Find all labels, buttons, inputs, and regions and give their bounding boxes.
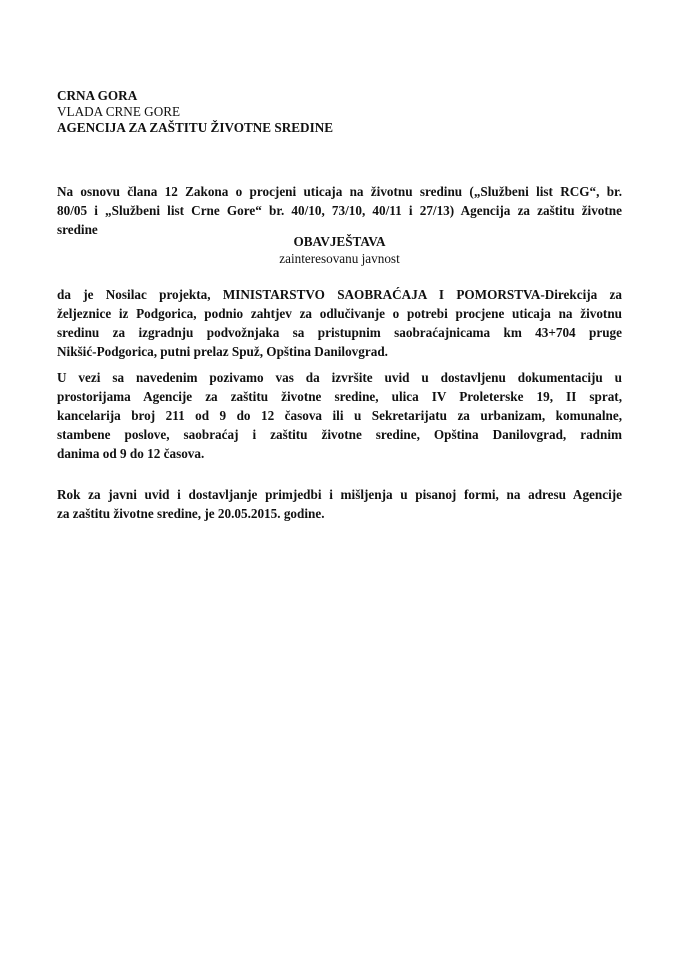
deadline-line-1: Rok za javni uvid i dostavljanje primjedbi i mišljenja u pisanoj formi, na adresu Agencije [57,487,622,502]
project-line-3: sredinu za izgradnju podvožnjaka sa pristupnim saobraćajnicama km 43+704 pruge [57,325,622,340]
intro-line-2: 80/05 i „Službeni list Crne Gore“ br. 40/10, 73/10, 40/11 i 27/13) Agencija za zaštitu životne [57,203,622,218]
header-agency: AGENCIJA ZA ZAŠTITU ŽIVOTNE SREDINE [57,120,334,135]
project-line-2: željeznice iz Podgorica, podnio zahtjev za odlučivanje o potrebi procjene uticaja na životnu [57,306,622,321]
inspection-line-3: kancelarija broj 211 od 9 do 12 časova ili u Sekretarijatu za urbanizam, komunalne, [57,408,622,423]
notice-title: OBAVJEŠTAVA [293,234,386,249]
inspection-paragraph [57,368,622,463]
deadline-paragraph [57,485,622,523]
document-header [57,88,617,136]
intro-paragraph [57,182,622,239]
inspection-line-1: U vezi sa navedenim pozivamo vas da izvršite uvid u dostavljenu dokumentaciju u [57,370,622,385]
deadline-line-2: za zaštitu životne sredine, je 20.05.2015. godine. [57,506,325,521]
project-paragraph [57,285,622,361]
inspection-line-2: prostorijama Agencije za zaštitu životne sredine, ulica IV Proleterske 19, II sprat, [57,389,622,404]
project-line-4: Nikšić-Podgorica, putni prelaz Spuž, Opština Danilovgrad. [57,344,388,359]
header-country: CRNA GORA [57,88,138,103]
inspection-line-5: danima od 9 do 12 časova. [57,446,205,461]
intro-line-3: sredine [57,222,98,237]
notice-subtitle: zainteresovanu javnost [279,251,400,266]
project-line-1: da je Nosilac projekta, MINISTARSTVO SAOBRAĆAJA I POMORSTVA-Direkcija za [57,287,622,302]
intro-line-1: Na osnovu člana 12 Zakona o procjeni uticaja na životnu sredinu („Službeni list RCG“, br. [57,184,622,199]
inspection-line-4: stambene poslove, saobraćaj i zaštitu životne sredine, Opština Danilovgrad, radnim [57,427,622,442]
header-government: VLADA CRNE GORE [57,104,181,119]
